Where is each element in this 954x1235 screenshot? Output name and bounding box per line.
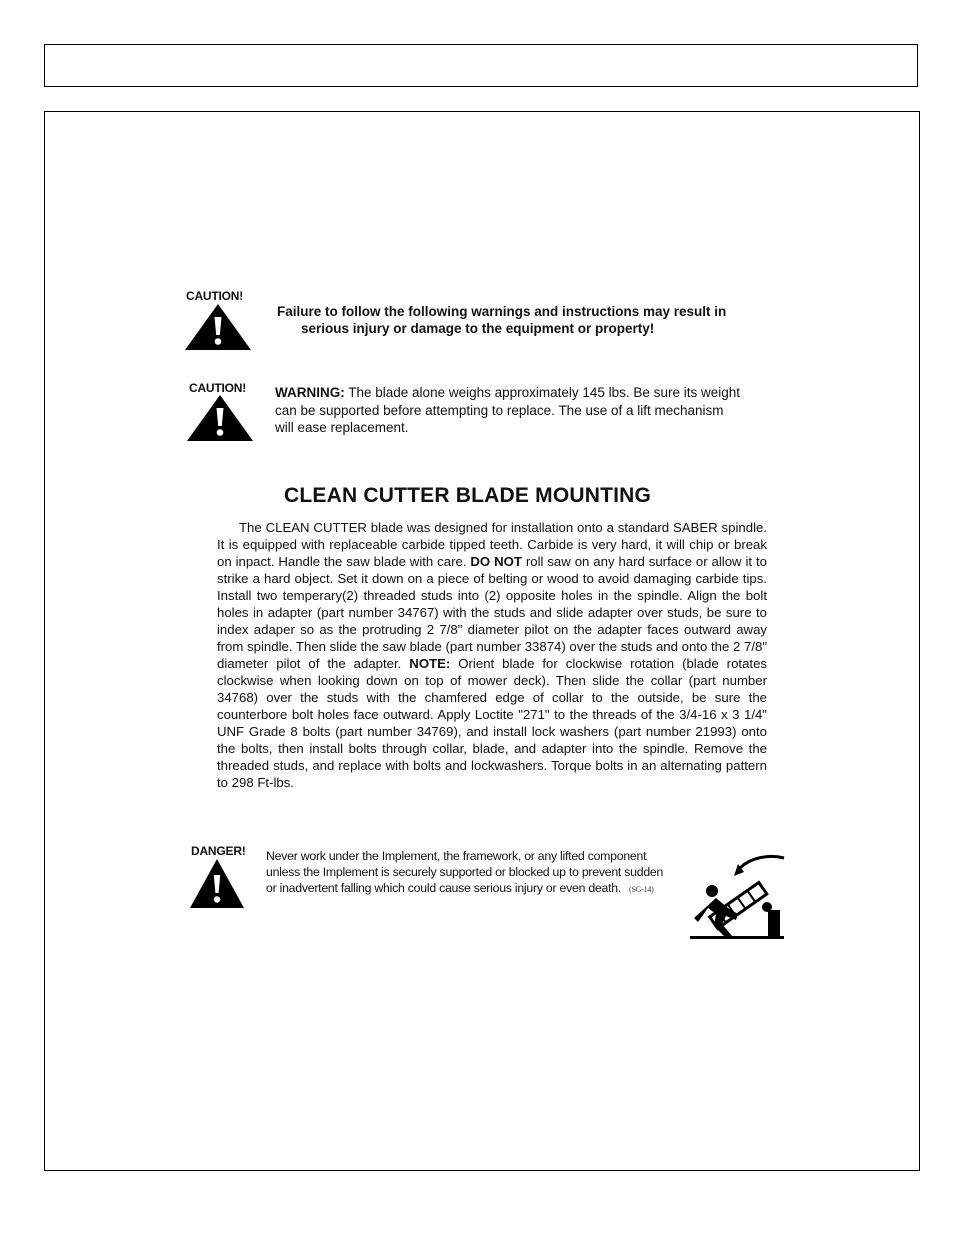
caution-message-2 (275, 384, 745, 437)
warning-label: WARNING: (275, 385, 345, 400)
crush-hazard-icon (688, 852, 788, 942)
warning-triangle-icon (189, 858, 245, 909)
instructions-part-3: Orient blade for clockwise rotation (blade rotates clockwise when looking down on top of mower deck). Then slide the collar (part number 34768) over the studs with the chamfered edge of collar to the outside, be sure the counterbore bolt holes face outward. Apply Loctite "271" to the threads of the 3/4-16 x 3 1/4" UNF Grade 8 bolts (part number 34769), and install lock washers (part number 21993) onto the bolts, then install bolts through collar, blade, and adapter into the spindle. Remove the threaded studs, and replace with bolts and lockwashers. Torque bolts in an alternating pattern to 298 Ft-lbs. (217, 656, 767, 790)
do-not-emphasis: DO NOT (470, 554, 522, 569)
section-title: CLEAN CUTTER BLADE MOUNTING (284, 484, 652, 507)
danger-message-text: Never work under the Implement, the framework, or any lifted component unless the Implement is securely supported or blocked up to prevent sudden or inadvertent falling which could cause serious injury or even death. (266, 849, 664, 895)
caution-message-1-line1: Failure to follow the following warnings and instructions may result in (277, 304, 727, 319)
instructions-paragraph (217, 519, 767, 791)
note-label: NOTE: (409, 656, 451, 671)
caution-signal-word-2: CAUTION! (189, 381, 247, 395)
caution-signal-word-1: CAUTION! (186, 289, 244, 303)
danger-signal-word: DANGER! (191, 844, 246, 858)
danger-message (266, 848, 664, 898)
instructions-part-1: The CLEAN CUTTER blade was designed for installation onto a standard SABER spindle. It is equipped with replaceable carbide tipped teeth. Carbide is very hard, it will chip or break on inpact. Handle the saw blade with care. (217, 520, 767, 569)
caution-message-1-line2: serious injury or damage to the equipment or property! (301, 321, 655, 336)
safety-code: (SG-14) (629, 885, 654, 894)
warning-triangle-icon (186, 394, 254, 442)
warning-triangle-icon (184, 303, 252, 351)
instructions-part-2: roll saw on any hard surface or allow it to strike a hard object. Set it down on a piece of belting or wood to avoid damaging carbide tips. Install two temperary(2) threaded studs into (2) opposite holes in the spindle. Align the bolt holes in adapter (part number 34767) with the studs and slide adapter over studs, be sure to index adaper so as the protruding 2 7/8" diameter pilot on the adapter faces outward away from spindle. Then slide the saw blade (part number 33874) over the studs and onto the 2 7/8" diameter pilot of the adapter. (217, 554, 767, 671)
page-header-box (44, 44, 918, 87)
caution-message-1 (277, 303, 767, 337)
caution-message-2-text: The blade alone weighs approximately 145 lbs. Be sure its weight can be supported before attempting to replace. The use of a lift mechanism will ease replacement. (275, 385, 740, 435)
